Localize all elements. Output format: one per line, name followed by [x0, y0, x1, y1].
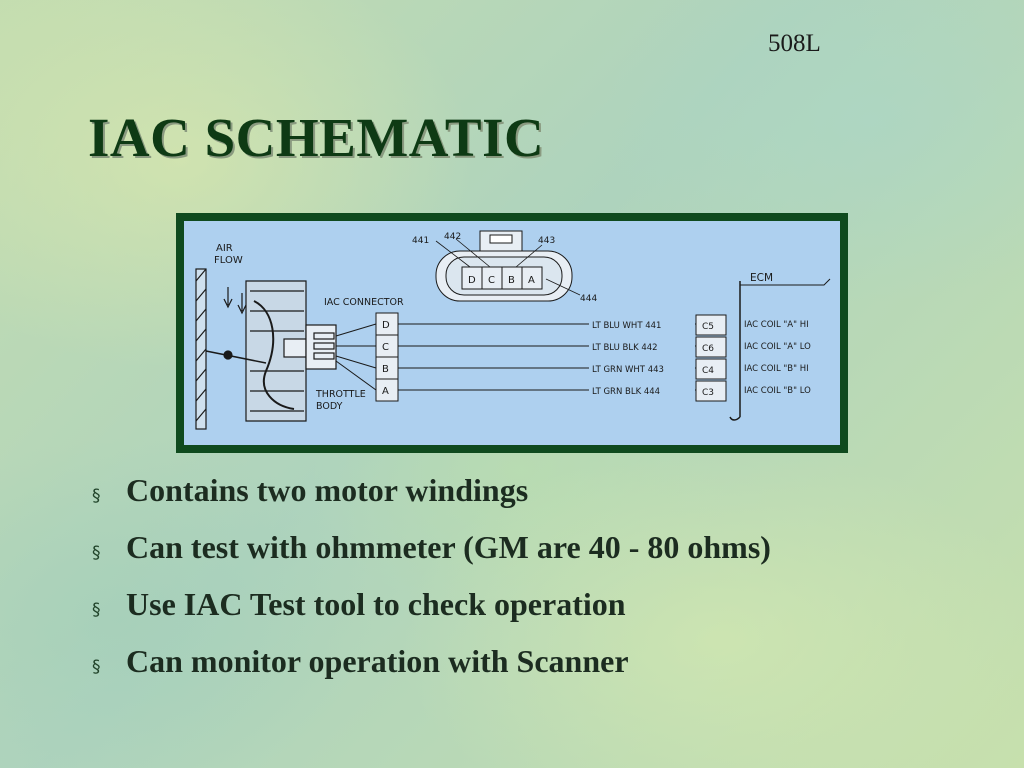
wire-label-441: LT BLU WHT 441 — [592, 321, 662, 331]
throttle-label: THROTTLE — [316, 389, 366, 400]
body-label: BODY — [316, 401, 343, 412]
plug-pin-b: B — [508, 275, 515, 286]
slide-number: 508L — [768, 30, 821, 57]
ecm-signal-b-hi: IAC COIL "B" HI — [744, 364, 809, 374]
circuit-ref-444: 444 — [580, 294, 598, 304]
bullet-list — [92, 472, 771, 700]
bullet-item — [92, 643, 771, 700]
bullet-text: Can monitor operation with Scanner — [126, 643, 629, 679]
bullet-item — [92, 586, 771, 643]
schematic-canvas — [184, 221, 840, 445]
air-label: AIR — [216, 243, 233, 254]
ecm-terminal-c5: C5 — [702, 322, 715, 332]
bullet-text: Use IAC Test tool to check operation — [126, 586, 626, 622]
connector-pin-d: D — [382, 320, 390, 331]
wire-label-442: LT BLU BLK 442 — [592, 343, 658, 353]
bullet-marker: § — [92, 543, 101, 563]
bullet-text: Can test with ohmmeter (GM are 40 - 80 ohms) — [126, 529, 771, 565]
bullet-marker: § — [92, 486, 101, 506]
bullet-marker: § — [92, 600, 101, 620]
iac-connector-pins — [376, 313, 398, 401]
ecm-terminal-c4: C4 — [702, 366, 715, 376]
connector-pin-b: B — [382, 364, 389, 375]
plug-pin-a: A — [528, 275, 535, 286]
iac-connector-label: IAC CONNECTOR — [324, 297, 404, 308]
bullet-marker: § — [92, 657, 101, 677]
flow-label: FLOW — [214, 255, 243, 266]
bullet-item — [92, 472, 771, 529]
circuit-ref-442: 442 — [444, 232, 462, 242]
connector-pin-c: C — [382, 342, 389, 353]
plug-pin-c: C — [488, 275, 495, 286]
iac-schematic-diagram — [176, 213, 848, 453]
ecm-terminal-c6: C6 — [702, 344, 715, 354]
bullet-item — [92, 529, 771, 586]
plug-pin-d: D — [468, 275, 476, 286]
ecm-signal-a-lo: IAC COIL "A" LO — [744, 342, 811, 352]
bullet-text: Contains two motor windings — [126, 472, 529, 508]
ecm-signal-a-hi: IAC COIL "A" HI — [744, 320, 809, 330]
ecm-terminal-c3: C3 — [702, 388, 715, 398]
circuit-ref-441: 441 — [412, 236, 430, 246]
slide-title: IAC SCHEMATIC — [88, 107, 545, 168]
ecm-label: ECM — [750, 272, 774, 284]
circuit-ref-443: 443 — [538, 236, 556, 246]
wire-label-444: LT GRN BLK 444 — [592, 387, 661, 397]
connector-pin-a: A — [382, 386, 389, 397]
ecm-signal-b-lo: IAC COIL "B" LO — [744, 386, 811, 396]
wire-label-443: LT GRN WHT 443 — [592, 365, 664, 375]
